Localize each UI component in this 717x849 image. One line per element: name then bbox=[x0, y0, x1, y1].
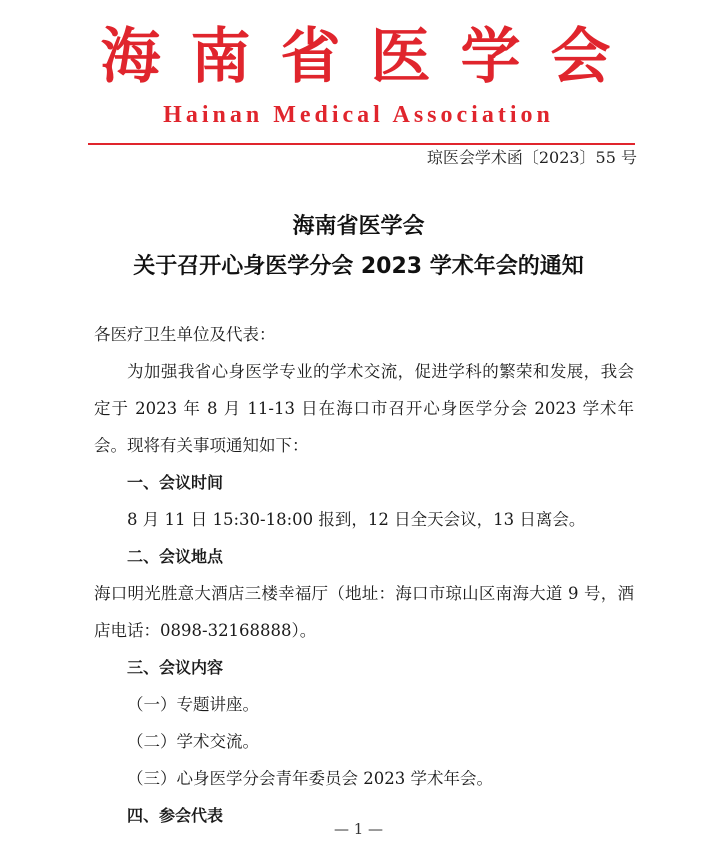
notice-title-line2: 关于召开心身医学分会 2023 学术年会的通知 bbox=[133, 254, 584, 279]
page-number: — 1 — bbox=[333, 820, 384, 838]
intro-paragraph: 为加强我省心身医学专业的学术交流，促进学科的繁荣和发展，我会定于 2023 年 8 月 11-13 日在海口市召开心身医学分会 2023 学术年会。现将有关事项通知如下： bbox=[94, 362, 634, 455]
section-text-venue: 海口明光胜意大酒店三楼幸福厅（地址：海口市琼山区南海大道 9 号，酒店电话：0898-32168888）。 bbox=[94, 584, 634, 640]
document-number: 琼医会学术函〔2023〕55 号 bbox=[426, 148, 637, 167]
section-heading-attendees: 四、参会代表 bbox=[127, 806, 224, 825]
content-item-lecture: （一）专题讲座。 bbox=[127, 695, 259, 714]
org-name-chinese: 海南省医学会 bbox=[100, 22, 641, 92]
org-name-english: Hainan Medical Association bbox=[163, 102, 554, 128]
content-item-youth-committee: （三）心身医学分会青年委员会 2023 学术年会。 bbox=[127, 769, 493, 788]
salutation: 各医疗卫生单位及代表： bbox=[94, 325, 276, 344]
section-heading-venue: 二、会议地点 bbox=[127, 547, 224, 566]
content-item-exchange: （二）学术交流。 bbox=[127, 732, 259, 751]
section-heading-content: 三、会议内容 bbox=[127, 658, 224, 677]
notice-title-line1: 海南省医学会 bbox=[292, 214, 425, 239]
section-text-time: 8 月 11 日 15:30-18:00 报到，12 日全天会议，13 日离会。 bbox=[127, 510, 586, 529]
letterhead-divider bbox=[88, 143, 635, 145]
section-heading-time: 一、会议时间 bbox=[127, 473, 224, 492]
notice-body bbox=[94, 316, 634, 834]
